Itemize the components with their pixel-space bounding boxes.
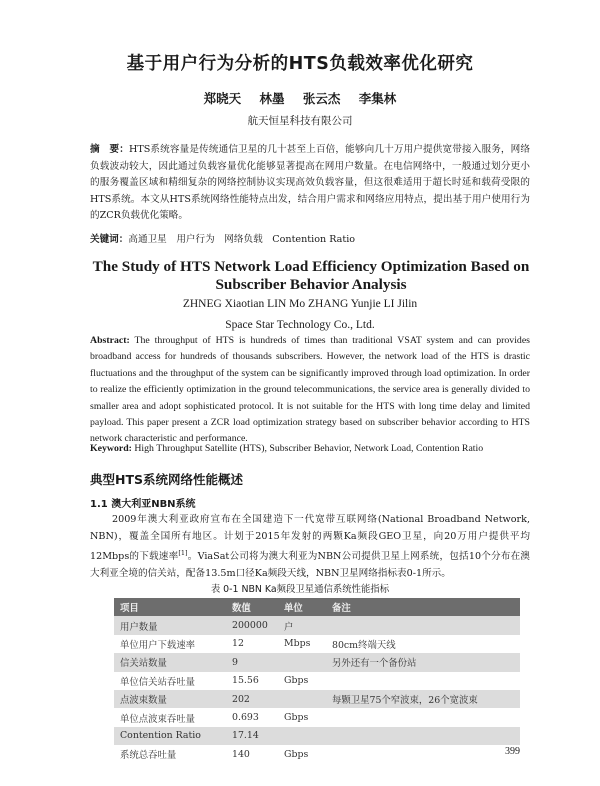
cell-remark: [326, 616, 520, 634]
chinese-keywords-label: 关键词：: [90, 234, 129, 245]
english-authors: ZHNEG Xiaotian LIN Mo ZHANG Yunjie LI Jilin: [182, 298, 418, 310]
cell-value: 15.56: [232, 675, 259, 687]
cell-remark: 另外还有一个备份站: [332, 658, 417, 670]
header-unit: 单位: [284, 603, 303, 615]
cell-item: 单位点波束吞吐量: [120, 713, 196, 725]
table-row: [114, 727, 520, 745]
chinese-keywords-text: 高通卫星 用户行为 网络负载 Contention Ratio: [128, 234, 356, 245]
english-abstract-text: The throughput of HTS is hundreds of times than traditional VSAT system and can provides broadband access for hundreds of thousands subscribers. However, the network load of the HTS is drastic fluctuations and the throughput of the system can be significantly improved through load optimization. In order to realize the efficiently optimization in the ground telecommunications, the service area is generally divided to smaller area and adopt sophisticated protocol. It is not suitable for the HTS with long time delay and limited payload. This paper present a ZCR load optimization strategy based on subscriber behavior according to HTS network characteristic and performance.: [90, 335, 530, 445]
english-abstract-label: Abstract:: [90, 335, 130, 346]
english-keywords-label: Keyword:: [90, 443, 132, 454]
cell-unit: Gbps: [284, 675, 309, 687]
cell-item: 点波束数量: [120, 695, 167, 707]
header-value: 数值: [232, 603, 251, 615]
cell-unit: [278, 690, 326, 708]
body-text-part-1: 2009年澳大利亚政府宣布在全国建造下一代宽带互联网络(National Broadband Network, NBN)，覆盖全国所有地区。计划于2015年发射的两颗Ka频段GEO卫星，向20万用户提供平均12Mbps的下载速率: [90, 514, 530, 563]
chinese-affiliation: 航天恒星科技有限公司: [247, 115, 353, 127]
cell-value: 0.693: [232, 712, 259, 724]
cell-item: 单位用户下载速率: [120, 639, 196, 651]
chinese-abstract: [90, 142, 530, 225]
cell-unit: Gbps: [284, 748, 309, 760]
body-text-part-2: 。ViaSat公司将为澳大利亚为NBN公司提供卫星上网系统，包括10个分布在澳大利亚全境的信关站，配备13.5m口径Ka频段天线，NBN卫星网络指标表0-1所示。: [90, 551, 530, 579]
cell-remark: [326, 672, 520, 690]
cell-value: 200000: [232, 620, 268, 632]
cell-remark: 80cm终端天线: [332, 639, 396, 651]
chinese-keywords: [90, 232, 530, 249]
section-heading: 典型HTS系统网络性能概述: [90, 472, 243, 487]
section-body-text: [90, 512, 530, 582]
table-row: [114, 653, 520, 671]
cell-remark: [326, 708, 520, 726]
cell-value: 17.14: [232, 730, 259, 742]
english-keywords: [90, 443, 530, 454]
cell-remark: [326, 745, 520, 763]
cell-remark: 每颗卫星75个窄波束，26个宽波束: [332, 695, 478, 707]
citation-reference: [1]: [178, 549, 188, 557]
header-item: 项目: [120, 603, 139, 615]
cell-item: Contention Ratio: [120, 730, 201, 742]
cell-remark: [326, 727, 520, 745]
cell-item: 系统总吞吐量: [120, 750, 177, 762]
spec-table: [114, 598, 520, 764]
english-title: The Study of HTS Network Load Efficiency Optimization Based on Subscriber Behavior Analysis: [92, 258, 530, 293]
english-abstract: [90, 333, 530, 448]
page-number: 399: [505, 746, 520, 757]
cell-value: 9: [232, 656, 238, 668]
table-header-row: [114, 598, 520, 616]
chinese-authors: [0, 89, 600, 107]
cell-item: 信关站数量: [120, 658, 167, 670]
table-caption: 表 0-1 NBN Ka频段卫星通信系统性能指标: [210, 584, 390, 595]
chinese-title: 基于用户行为分析的HTS负载效率优化研究: [126, 54, 474, 74]
author-1: 郑晓天: [203, 91, 242, 106]
header-remark: 备注: [332, 603, 351, 615]
cell-unit: [278, 727, 326, 745]
cell-item: 用户数量: [120, 621, 158, 633]
cell-item: 单位信关站吞吐量: [120, 676, 196, 688]
english-keywords-text: High Throughput Satellite (HTS), Subscriber Behavior, Network Load, Contention Ratio: [134, 443, 484, 454]
table-row: [114, 708, 520, 726]
cell-value: 12: [232, 638, 244, 650]
cell-value: 202: [232, 693, 250, 705]
english-affiliation: Space Star Technology Co., Ltd.: [225, 319, 375, 331]
cell-unit: [278, 653, 326, 671]
cell-unit: Mbps: [284, 638, 311, 650]
author-2: 林墨: [259, 91, 285, 106]
subsection-heading: 1.1 澳大利亚NBN系统: [90, 499, 196, 510]
cell-unit: 户: [284, 621, 294, 633]
table-row: [114, 672, 520, 690]
chinese-abstract-label: 摘 要：: [90, 144, 129, 155]
author-3: 张云杰: [302, 91, 341, 106]
table-row: [114, 616, 520, 634]
table-row: [114, 745, 520, 763]
table-row: [114, 690, 520, 708]
cell-value: 140: [232, 748, 250, 760]
cell-unit: Gbps: [284, 712, 309, 724]
table-row: [114, 635, 520, 653]
chinese-abstract-text: HTS系统容量是传统通信卫星的几十甚至上百倍，能够向几十万用户提供宽带接入服务，网络负载波动较大，因此通过负载容量优化能够显著提高在网用户数量。在电信网络中，一般通过划分更小的服务覆盖区域和精细复杂的网络控制协议实现高效负载容量，但这很难适用于超长时延和载荷受限的HTS系统。本文从HTS系统网络性能特点出发，结合用户需求和网络应用特点，提出基于用户使用行为的ZCR负载优化策略。: [90, 144, 531, 222]
author-4: 李集林: [358, 91, 397, 106]
